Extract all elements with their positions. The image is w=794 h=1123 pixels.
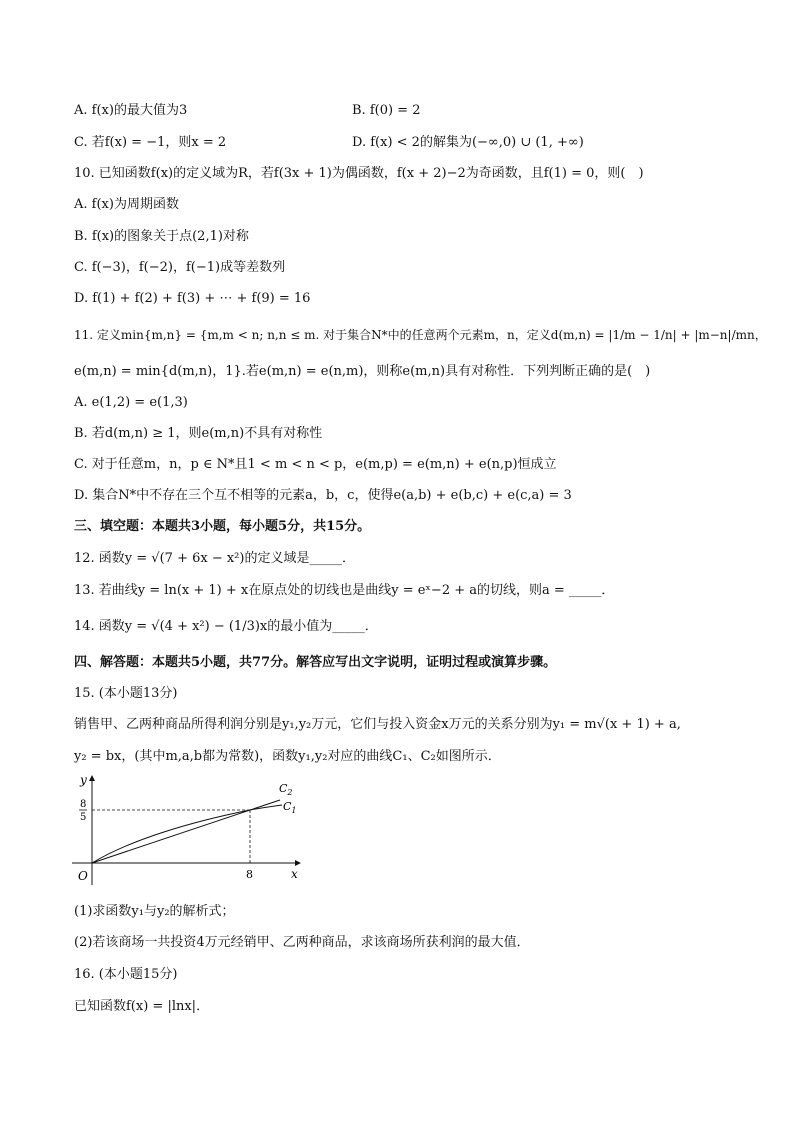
q11-option-c: C. 对于任意m，n，p ∈ N*且1 < m < n < p，e(m,p) = e(m,n) + e(n,p)恒成立	[74, 457, 557, 472]
q9-option-a: A. f(x)的最大值为3	[74, 103, 188, 118]
q11-stem-line2: e(m,n) = min{d(m,n)，1}.若e(m,n) = e(n,m)，则称e(m,n)具有对称性．下列判断正确的是( )	[74, 364, 651, 379]
q9-option-b: B. f(0) = 2	[352, 103, 421, 118]
section-3-heading: 三、填空题：本题共3小题，每小题5分，共15分。	[74, 519, 371, 534]
curve-c1-label: $C_1$	[283, 800, 297, 815]
q10-option-c: C. f(−3)，f(−2)，f(−1)成等差数列	[74, 260, 286, 275]
q12: 12. 函数y = √(7 + 6x − x²)的定义域是_____．	[74, 551, 355, 566]
section-4-heading: 四、解答题：本题共5小题，共77分。解答应写出文字说明，证明过程或演算步骤。	[74, 655, 557, 670]
origin-label: O	[78, 869, 88, 883]
q15-part-2: (2)若该商场一共投资4万元经销甲、乙两种商品，求该商场所获利润的最大值．	[74, 935, 530, 950]
y-axis-label: y	[80, 773, 87, 787]
q10-option-b: B. f(x)的图象关于点(2,1)对称	[74, 229, 249, 244]
q13: 13. 若曲线y = ln(x + 1) + x在原点处的切线也是曲线y = eˣ−2 + a的切线，则a = _____．	[74, 583, 615, 598]
q10-stem: 10. 已知函数f(x)的定义域为R，若f(3x + 1)为偶函数，f(x + 2)−2为奇函数，且f(1) = 0，则( )	[74, 166, 644, 181]
y-tick-label-numerator: 8	[80, 799, 87, 810]
q10-option-d: D. f(1) + f(2) + f(3) + ⋯ + f(9) = 16	[74, 291, 311, 306]
q11-option-d: D. 集合N*中不存在三个互不相等的元素a，b，c，使得e(a,b) + e(b,c) + e(c,a) = 3	[74, 488, 572, 503]
q16-text: 已知函数f(x) = |lnx|．	[74, 999, 210, 1014]
x-axis-label: x	[291, 867, 298, 881]
q11-option-a: A. e(1,2) = e(1,3)	[74, 395, 188, 410]
q15-part-1: (1)求函数y₁与y₂的解析式；	[74, 904, 235, 919]
q15-curve-figure	[70, 770, 310, 888]
q15-text-line2: y₂ = bx，(其中m,a,b都为常数)，函数y₁,y₂对应的曲线C₁、C₂如图所示．	[74, 749, 501, 764]
q16-heading: 16. (本小题15分)	[74, 967, 178, 982]
q10-option-a: A. f(x)为周期函数	[74, 197, 179, 212]
q14: 14. 函数y = √(4 + x²) − (1/3)x的最小值为_____．	[74, 619, 378, 634]
q11-stem-line1: 11. 定义min{m,n} = {m,m < n; n,n ≤ m. 对于集合N*中的任意两个元素m，n，定义d(m,n) = |1/m − 1/n| + |m−n|/mn，	[74, 328, 767, 342]
x-tick-label: 8	[246, 868, 253, 881]
q15-text-line1: 销售甲、乙两种商品所得利润分别是y₁,y₂万元，它们与投入资金x万元的关系分别为y₁ = m√(x + 1) + a,	[74, 717, 681, 732]
q9-option-d: D. f(x) < 2的解集为(−∞,0) ∪ (1, +∞)	[352, 135, 584, 150]
curve-c2-label: $C_2$	[279, 782, 293, 797]
curve-c1	[92, 805, 282, 863]
q11-option-b: B. 若d(m,n) ≥ 1，则e(m,n)不具有对称性	[74, 426, 323, 441]
q15-heading: 15. (本小题13分)	[74, 686, 178, 701]
q9-option-c: C. 若f(x) = −1，则x = 2	[74, 135, 227, 150]
y-tick-label-denominator: 5	[80, 812, 87, 823]
